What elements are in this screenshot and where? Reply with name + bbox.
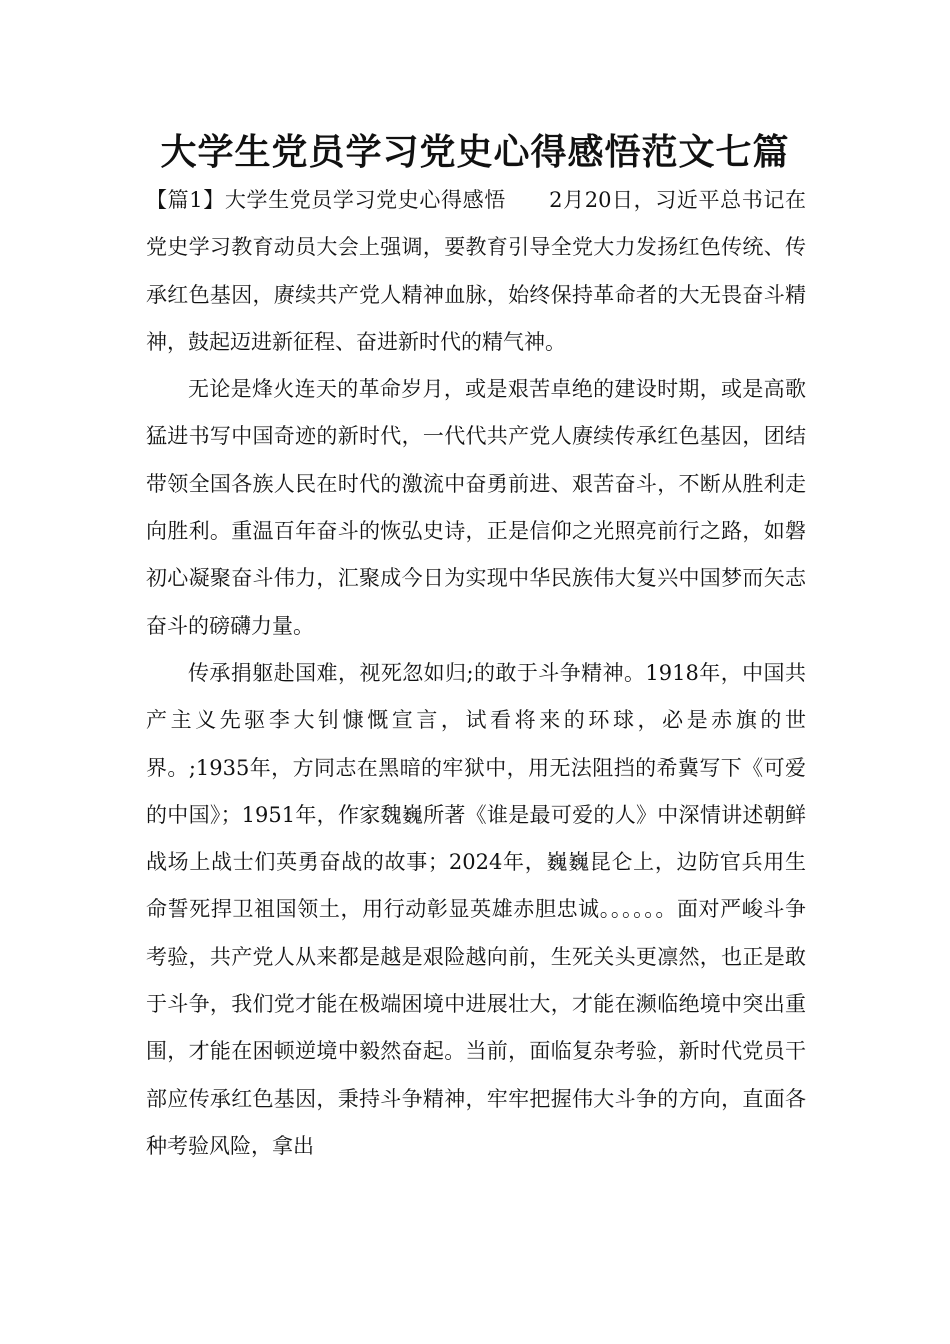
paragraph-2: 无论是烽火连天的革命岁月，或是艰苦卓绝的建设时期，或是高歌猛进书写中国奇迹的新时代，一代代共产党人赓续传承红色基因，团结带领全国各族人民在时代的激流中奋勇前进、艰苦奋斗，不断从胜利走向胜利。重温百年奋斗的恢弘史诗，正是信仰之光照亮前行之路，如磐初心凝聚奋斗伟力，汇聚成今日为实现中华民族伟大复兴中国梦而矢志奋斗的磅礴力量。 [146,377,806,638]
document-body [146,177,806,1170]
paragraph-3: 传承捐躯赴国难，视死忽如归;的敢于斗争精神。1918年，中国共产主义先驱李大钊慷慨宣言，试看将来的环球，必是赤旗的世界。;1935年，方同志在黑暗的牢狱中，用无法阻挡的希冀写下《可爱的中国》；1951年，作家魏巍所著《谁是最可爱的人》中深情讲述朝鲜战场上战士们英勇奋战的故事；2024年，巍巍昆仑上，边防官兵用生命誓死捍卫祖国领土，用行动彰显英雄赤胆忠诚。。。。。。面对严峻斗争考验，共产党人从来都是越是艰险越向前，生死关头更凛然，也正是敢于斗争，我们党才能在极端困境中进展壮大，才能在濒临绝境中突出重围，才能在困顿逆境中毅然奋起。当前，面临复杂考验，新时代党员干部应传承红色基因，秉持斗争精神，牢牢把握伟大斗争的方向，直面各种考验风险，拿出 [146,660,806,1158]
document-title: 大学生党员学习党史心得感悟范文七篇 [160,132,790,173]
paragraph-1: 【篇1】大学生党员学习党史心得感悟 2月20日，习近平总书记在党史学习教育动员大会上强调，要教育引导全党大力发扬红色传统、传承红色基因，赓续共产党人精神血脉，始终保持革命者的大无畏奋斗精神，鼓起迈进新征程、奋进新时代的精气神。 [146,188,806,354]
